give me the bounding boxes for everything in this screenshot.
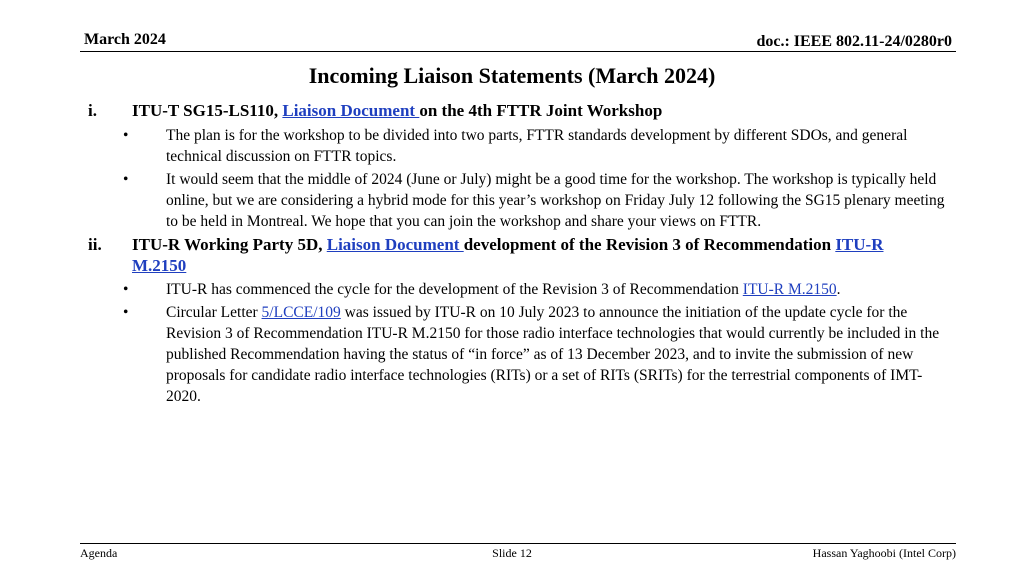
bullet-item [0, 302, 948, 407]
bullet-item [0, 169, 948, 232]
bullet-text: Circular Letter [166, 304, 262, 321]
itu-r-m2150-link[interactable]: ITU-R M.2150 [742, 281, 837, 298]
slide-body [0, 100, 1024, 407]
footer-slide-number: Slide 12 [492, 546, 532, 560]
bullet-item [0, 279, 948, 300]
section-heading-prefix: ITU-T SG15-LS110, [132, 101, 283, 120]
section-heading-suffix: development of the Revision 3 of Recommendation [463, 235, 836, 254]
bullet-text: ITU-R has commenced the cycle for the development of the Revision 3 of Recommendation [166, 281, 743, 298]
bullet-item [0, 125, 948, 167]
itu-r-m2150-link[interactable]: ITU-R M.2150 [132, 235, 884, 275]
header-date: March 2024 [84, 31, 166, 48]
section-number: ii. [88, 235, 102, 254]
slide-title: Incoming Liaison Statements (March 2024) [308, 63, 716, 88]
bullet-text: It would seem that the middle of 2024 (June or July) might be a good time for the workshop. The workshop is typically held online, but we are considering a hybrid mode for this year’s workshop on Friday July 12 following the SG15 plenary meeting to be held in Montreal. We hope that you can join the workshop and share your views on FTTR. [166, 171, 945, 230]
bullet-dot: • [123, 127, 129, 144]
bullet-dot: • [123, 304, 129, 321]
bullet-dot: • [123, 171, 129, 188]
bullet-text-suffix: was issued by ITU-R on 10 July 2023 to announce the initiation of the update cycle for the Revision 3 of Recommendation ITU-R M.2150 for those radio interface technologies that would currently be included in the published Recommendation having the status of “in force” as of 13 December 2023, and to invite the submission of new proposals for candidate radio interface technologies (RITs) or a set of RITs (SRITs) for the terrestrial components of IMT-2020. [166, 304, 940, 405]
liaison-document-link[interactable]: Liaison Document [282, 101, 420, 120]
section-heading-2 [0, 234, 924, 276]
section-heading-prefix: ITU-R Working Party 5D, [132, 235, 327, 254]
liaison-document-link[interactable]: Liaison Document [326, 235, 464, 254]
bullet-text: The plan is for the workshop to be divided into two parts, FTTR standards development by different SDOs, and general technical discussion on FTTR topics. [166, 127, 908, 165]
section-number: i. [88, 101, 97, 120]
circular-letter-link[interactable]: 5/LCCE/109 [261, 304, 341, 321]
bullet-dot: • [123, 281, 129, 298]
footer-author: Hassan Yaghoobi (Intel Corp) [812, 546, 956, 560]
bullet-text-suffix: . [836, 281, 841, 298]
section-heading-suffix: on the 4th FTTR Joint Workshop [419, 101, 663, 120]
footer-divider [80, 543, 956, 544]
header-divider [80, 51, 956, 52]
header-doc-id: doc.: IEEE 802.11-24/0280r0 [756, 33, 952, 50]
footer-agenda: Agenda [80, 546, 118, 560]
section-heading-1 [0, 100, 924, 121]
